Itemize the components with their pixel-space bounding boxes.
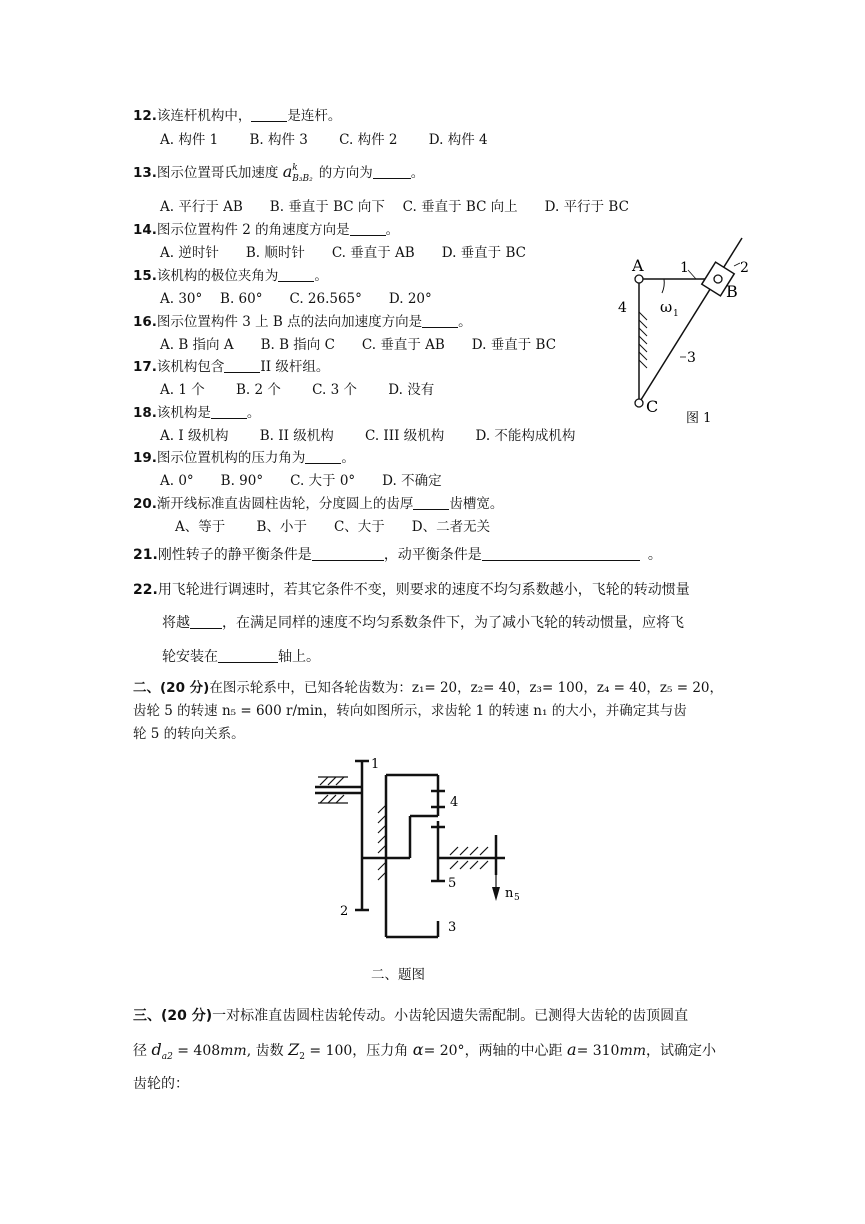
section-text: ，两轴的中心距 xyxy=(464,1043,563,1059)
gear-label-1: 1 xyxy=(371,757,380,772)
options-13: A. 平行于 AB B. 垂直于 BC 向下 C. 垂直于 BC 向上 D. 平行于 BC xyxy=(160,199,629,215)
symbol-z2-sub: 2 xyxy=(299,1051,305,1062)
question-text: 。 xyxy=(385,222,400,238)
answer-blank[interactable] xyxy=(218,648,278,663)
options-20: A、等于 B、小于 C、大于 D、二者无关 xyxy=(175,519,491,535)
question-20 xyxy=(133,495,503,513)
question-text: 将越 xyxy=(162,615,190,631)
question-text: 。 xyxy=(246,405,261,421)
section-2-line3: 轮 5 的转向关系。 xyxy=(133,726,245,742)
bearing-1-hatching xyxy=(318,777,348,803)
question-text: 轮安装在 xyxy=(162,649,218,665)
question-22-line3 xyxy=(162,648,320,666)
question-15 xyxy=(133,267,328,285)
label-2: 2 xyxy=(740,260,749,276)
question-text: 渐开线标准直齿圆柱齿轮，分度圆上的齿厚 xyxy=(156,496,414,512)
joint-a xyxy=(635,275,643,283)
question-text: ，在满足同样的速度不均匀系数条件下，为了减小飞轮的转动惯量，应将飞 xyxy=(222,615,684,631)
question-text: 。 xyxy=(314,268,328,284)
question-14 xyxy=(133,221,399,239)
symbol-alpha: α xyxy=(412,1040,424,1059)
question-number: 22. xyxy=(133,582,158,598)
section-2-title: 二、(20 分) xyxy=(133,680,210,696)
question-number: 17. xyxy=(133,359,157,375)
value-a: = 310 xyxy=(576,1043,620,1059)
question-12 xyxy=(133,107,341,125)
answer-blank[interactable] xyxy=(211,404,247,419)
options-15: A. 30° B. 60° C. 26.565° D. 20° xyxy=(160,291,432,307)
section-3-title: 三、(20 分) xyxy=(133,1008,213,1024)
question-22-line2 xyxy=(162,614,684,632)
question-13 xyxy=(133,163,424,183)
label-c: C xyxy=(646,397,659,416)
question-text: 用飞轮进行调速时，若其它条件不变，则要求的速度不均匀系数越小，飞轮的转动惯量 xyxy=(157,582,690,598)
gear-train-figure xyxy=(310,755,550,945)
options-12: A. 构件 1 B. 构件 3 C. 构件 2 D. 构件 4 xyxy=(160,132,488,148)
question-text: 图示位置构件 3 上 B 点的法向加速度方向是 xyxy=(156,314,423,330)
gear-label-4: 4 xyxy=(450,795,459,810)
answer-blank[interactable] xyxy=(278,267,314,282)
value-da2: = 408 xyxy=(177,1043,221,1059)
question-text: II 级杆组。 xyxy=(260,359,330,375)
section-text: , 齿数 xyxy=(246,1043,284,1059)
section-text: 一对标准直齿圆柱齿轮传动。小齿轮因遗失需配制。已测得大齿轮的齿顶圆直 xyxy=(212,1008,689,1024)
answer-blank-dynamic[interactable] xyxy=(482,546,640,561)
section-3-line1 xyxy=(133,1007,688,1025)
question-text: 图示位置构件 2 的角速度方向是 xyxy=(156,222,350,238)
symbol-a: a xyxy=(567,1040,577,1059)
question-text: 的方向为 xyxy=(318,165,373,181)
gear-label-5: 5 xyxy=(448,876,457,891)
answer-blank[interactable] xyxy=(251,107,287,122)
unit-mm: mm xyxy=(619,1043,647,1059)
question-text: 轴上。 xyxy=(278,649,320,665)
question-text: 齿槽宽。 xyxy=(449,496,504,512)
figure-1-mechanism xyxy=(600,230,770,430)
figure-1-caption: 图 1 xyxy=(686,411,712,426)
answer-blank[interactable] xyxy=(190,614,222,629)
answer-blank[interactable] xyxy=(422,313,458,328)
question-number: 16. xyxy=(133,314,157,330)
section-2-line1 xyxy=(133,679,723,697)
section-2-figure-caption: 二、题图 xyxy=(371,967,425,983)
question-number: 15. xyxy=(133,268,157,284)
question-22 xyxy=(133,581,690,599)
question-number: 19. xyxy=(133,450,157,466)
value-alpha: = 20° xyxy=(423,1043,465,1059)
link-3 xyxy=(639,238,742,403)
question-number: 18. xyxy=(133,405,157,421)
options-14: A. 逆时针 B. 顺时针 C. 垂直于 AB D. 垂直于 BC xyxy=(160,245,526,261)
ground-hatching xyxy=(639,312,647,368)
question-number: 21. xyxy=(133,547,158,563)
symbol-da2: d xyxy=(151,1040,162,1059)
answer-blank-static[interactable] xyxy=(312,546,384,561)
label-4: 4 xyxy=(618,300,627,316)
question-number: 14. xyxy=(133,222,157,238)
section-3-line3: 齿轮的： xyxy=(133,1076,189,1092)
n5-label-sub: 5 xyxy=(514,893,520,903)
question-text: 。 xyxy=(341,450,355,466)
unit-mm: mm xyxy=(220,1043,247,1059)
label-b: B xyxy=(726,282,738,301)
answer-blank[interactable] xyxy=(413,495,449,510)
question-number: 20. xyxy=(133,496,157,512)
label-1: 1 xyxy=(680,260,689,276)
symbol-z2: Z xyxy=(288,1040,300,1059)
n5-arrow-head xyxy=(492,887,500,901)
symbol-da2-sub: a2 xyxy=(161,1051,173,1062)
answer-blank[interactable] xyxy=(373,164,411,179)
question-text: 刚性转子的静平衡条件是 xyxy=(157,547,312,563)
value-z2: = 100 xyxy=(309,1043,353,1059)
question-19 xyxy=(133,449,355,467)
options-19: A. 0° B. 90° C. 大于 0° D. 不确定 xyxy=(160,473,442,489)
question-text: 该机构包含 xyxy=(156,359,225,375)
subscript: B₃B₂ xyxy=(292,174,313,184)
section-3-line2 xyxy=(133,1041,716,1066)
superscript: k xyxy=(292,163,298,173)
section-2-line2: 齿轮 5 的转速 n₅ = 600 r/min，转向如图所示，求齿轮 1 的转速 n₁ 的大小，并确定其与齿 xyxy=(133,703,687,719)
question-16 xyxy=(133,313,472,331)
n5-label: n xyxy=(505,886,514,901)
question-number: 12. xyxy=(133,108,157,124)
question-text: 该机构的极位夹角为 xyxy=(156,268,279,284)
section-text: ，试确定小 xyxy=(646,1043,717,1059)
question-17 xyxy=(133,358,329,376)
question-text: 该连杆机构中， xyxy=(156,108,252,124)
question-text: 是连杆。 xyxy=(287,108,342,124)
joint-b xyxy=(714,275,722,283)
omega-arc xyxy=(662,279,664,293)
question-text: 图示位置哥氏加速度 xyxy=(156,165,279,181)
question-21 xyxy=(133,546,662,564)
label-omega: ω xyxy=(660,298,673,316)
label-3: 3 xyxy=(687,350,696,366)
gear-label-2: 2 xyxy=(340,904,349,919)
section-text: 在图示轮系中，已知各轮齿数为：z₁= 20，z₂= 40，z₃= 100，z₄ = 40，z₅ = 20， xyxy=(209,680,724,696)
question-text: 图示位置机构的压力角为 xyxy=(156,450,306,466)
label-a: A xyxy=(632,256,644,275)
question-text: 。 xyxy=(458,314,472,330)
options-18: A. I 级机构 B. II 级机构 C. III 级机构 D. 不能构成机构 xyxy=(160,428,576,444)
question-18 xyxy=(133,404,260,422)
question-text: ，动平衡条件是 xyxy=(383,547,482,563)
gear-label-3: 3 xyxy=(448,920,457,935)
answer-blank[interactable] xyxy=(305,449,341,464)
label-omega-sub: 1 xyxy=(673,309,679,319)
question-text: 。 xyxy=(410,165,425,181)
question-text: 该机构是 xyxy=(156,405,211,421)
question-text: 。 xyxy=(647,547,662,563)
options-17: A. 1 个 B. 2 个 C. 3 个 D. 没有 xyxy=(160,382,435,398)
answer-blank[interactable] xyxy=(224,358,260,373)
joint-c xyxy=(635,399,643,407)
question-number: 13. xyxy=(133,165,157,181)
options-16: A. B 指向 A B. B 指向 C C. 垂直于 AB D. 垂直于 BC xyxy=(160,337,557,353)
coriolis-symbol: a xyxy=(282,162,293,181)
answer-blank[interactable] xyxy=(350,221,386,236)
section-text: ，压力角 xyxy=(352,1043,409,1059)
section-text: 径 xyxy=(133,1043,147,1059)
